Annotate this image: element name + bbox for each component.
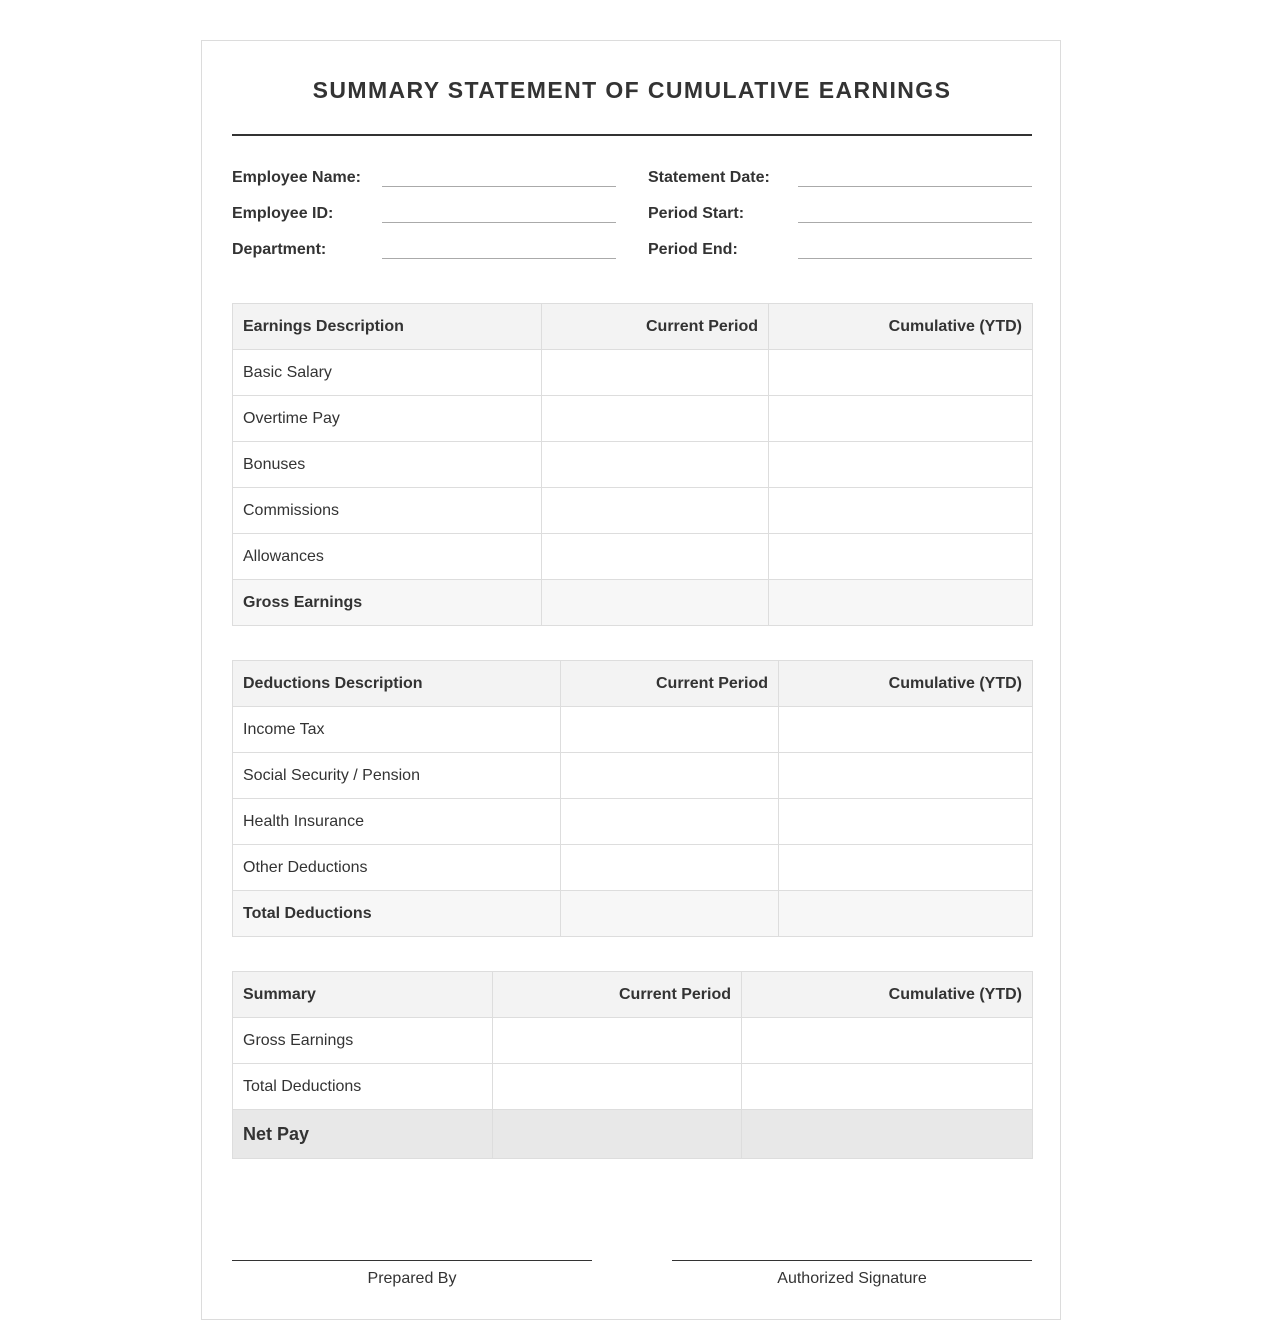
department-field[interactable] bbox=[382, 258, 616, 259]
table-row bbox=[233, 1018, 1033, 1064]
authorized-signature-line[interactable] bbox=[672, 1260, 1032, 1261]
net-pay-row bbox=[233, 1110, 1033, 1159]
earnings-table bbox=[232, 303, 1033, 626]
deduction-item-label: Income Tax bbox=[233, 707, 561, 753]
current-period-cell[interactable] bbox=[542, 350, 769, 396]
statement-date-label: Statement Date: bbox=[648, 169, 770, 186]
prepared-by-label: Prepared By bbox=[367, 1270, 457, 1287]
employee-id-label: Employee ID: bbox=[232, 205, 334, 222]
table-row bbox=[233, 442, 1033, 488]
total-deductions-label: Total Deductions bbox=[233, 891, 561, 937]
gross-earnings-label: Gross Earnings bbox=[233, 580, 542, 626]
cumulative-ytd-cell[interactable] bbox=[742, 1064, 1033, 1110]
period-start-field[interactable] bbox=[798, 222, 1032, 223]
cumulative-ytd-header: Cumulative (YTD) bbox=[779, 661, 1033, 707]
current-period-header: Current Period bbox=[561, 661, 779, 707]
table-row bbox=[233, 845, 1033, 891]
employee-name-field[interactable] bbox=[382, 186, 616, 187]
table-row bbox=[233, 753, 1033, 799]
earnings-item-label: Bonuses bbox=[233, 442, 542, 488]
earnings-item-label: Basic Salary bbox=[233, 350, 542, 396]
deduction-item-label: Health Insurance bbox=[233, 799, 561, 845]
period-start-label: Period Start: bbox=[648, 205, 745, 222]
earnings-item-label: Overtime Pay bbox=[233, 396, 542, 442]
authorized-signature bbox=[672, 1260, 1032, 1288]
period-end-label: Period End: bbox=[648, 241, 738, 258]
cumulative-ytd-header: Cumulative (YTD) bbox=[742, 972, 1033, 1018]
table-row bbox=[233, 707, 1033, 753]
table-header-row bbox=[233, 972, 1033, 1018]
current-period-cell[interactable] bbox=[561, 753, 779, 799]
table-row bbox=[233, 396, 1033, 442]
authorized-signature-label: Authorized Signature bbox=[777, 1270, 927, 1287]
current-period-cell[interactable] bbox=[493, 1064, 742, 1110]
deductions-description-header: Deductions Description bbox=[233, 661, 561, 707]
statement-page bbox=[201, 40, 1061, 1320]
employee-name-label: Employee Name: bbox=[232, 169, 361, 186]
cumulative-ytd-cell[interactable] bbox=[769, 350, 1033, 396]
summary-header: Summary bbox=[233, 972, 493, 1018]
table-header-row bbox=[233, 661, 1033, 707]
table-row bbox=[233, 534, 1033, 580]
current-period-cell[interactable] bbox=[542, 396, 769, 442]
employee-info-section bbox=[232, 167, 1032, 275]
current-period-cell[interactable] bbox=[542, 534, 769, 580]
cumulative-ytd-cell[interactable] bbox=[742, 1018, 1033, 1064]
table-row bbox=[233, 1064, 1033, 1110]
deduction-item-label: Social Security / Pension bbox=[233, 753, 561, 799]
current-period-cell[interactable] bbox=[493, 1018, 742, 1064]
info-row bbox=[232, 167, 1032, 203]
summary-item-label: Total Deductions bbox=[233, 1064, 493, 1110]
info-row bbox=[232, 203, 1032, 239]
earnings-item-label: Commissions bbox=[233, 488, 542, 534]
employee-id-field[interactable] bbox=[382, 222, 616, 223]
cumulative-ytd-cell[interactable] bbox=[742, 1110, 1033, 1159]
statement-content bbox=[232, 41, 1032, 1287]
table-header-row bbox=[233, 304, 1033, 350]
net-pay-label: Net Pay bbox=[233, 1110, 493, 1159]
deduction-item-label: Other Deductions bbox=[233, 845, 561, 891]
department-label: Department: bbox=[232, 241, 327, 258]
cumulative-ytd-cell[interactable] bbox=[779, 845, 1033, 891]
summary-table bbox=[232, 971, 1033, 1159]
current-period-cell[interactable] bbox=[542, 442, 769, 488]
current-period-header: Current Period bbox=[542, 304, 769, 350]
statement-date-field[interactable] bbox=[798, 186, 1032, 187]
deductions-table bbox=[232, 660, 1033, 937]
cumulative-ytd-cell[interactable] bbox=[769, 442, 1033, 488]
summary-item-label: Gross Earnings bbox=[233, 1018, 493, 1064]
total-deductions-row bbox=[233, 891, 1033, 937]
period-end-field[interactable] bbox=[798, 258, 1032, 259]
prepared-by-signature bbox=[232, 1260, 592, 1288]
current-period-cell[interactable] bbox=[561, 799, 779, 845]
title-divider bbox=[232, 134, 1032, 136]
current-period-header: Current Period bbox=[493, 972, 742, 1018]
page-title: SUMMARY STATEMENT OF CUMULATIVE EARNINGS bbox=[312, 77, 952, 103]
cumulative-ytd-cell[interactable] bbox=[769, 580, 1033, 626]
info-row bbox=[232, 239, 1032, 275]
current-period-cell[interactable] bbox=[561, 707, 779, 753]
current-period-cell[interactable] bbox=[561, 891, 779, 937]
cumulative-ytd-cell[interactable] bbox=[779, 799, 1033, 845]
cumulative-ytd-cell[interactable] bbox=[779, 707, 1033, 753]
cumulative-ytd-header: Cumulative (YTD) bbox=[769, 304, 1033, 350]
cumulative-ytd-cell[interactable] bbox=[769, 396, 1033, 442]
current-period-cell[interactable] bbox=[542, 488, 769, 534]
current-period-cell[interactable] bbox=[493, 1110, 742, 1159]
earnings-description-header: Earnings Description bbox=[233, 304, 542, 350]
current-period-cell[interactable] bbox=[561, 845, 779, 891]
table-row bbox=[233, 488, 1033, 534]
table-row bbox=[233, 350, 1033, 396]
current-period-cell[interactable] bbox=[542, 580, 769, 626]
cumulative-ytd-cell[interactable] bbox=[779, 753, 1033, 799]
cumulative-ytd-cell[interactable] bbox=[779, 891, 1033, 937]
table-row bbox=[233, 799, 1033, 845]
earnings-item-label: Allowances bbox=[233, 534, 542, 580]
prepared-by-signature-line[interactable] bbox=[232, 1260, 592, 1261]
gross-earnings-row bbox=[233, 580, 1033, 626]
cumulative-ytd-cell[interactable] bbox=[769, 488, 1033, 534]
cumulative-ytd-cell[interactable] bbox=[769, 534, 1033, 580]
